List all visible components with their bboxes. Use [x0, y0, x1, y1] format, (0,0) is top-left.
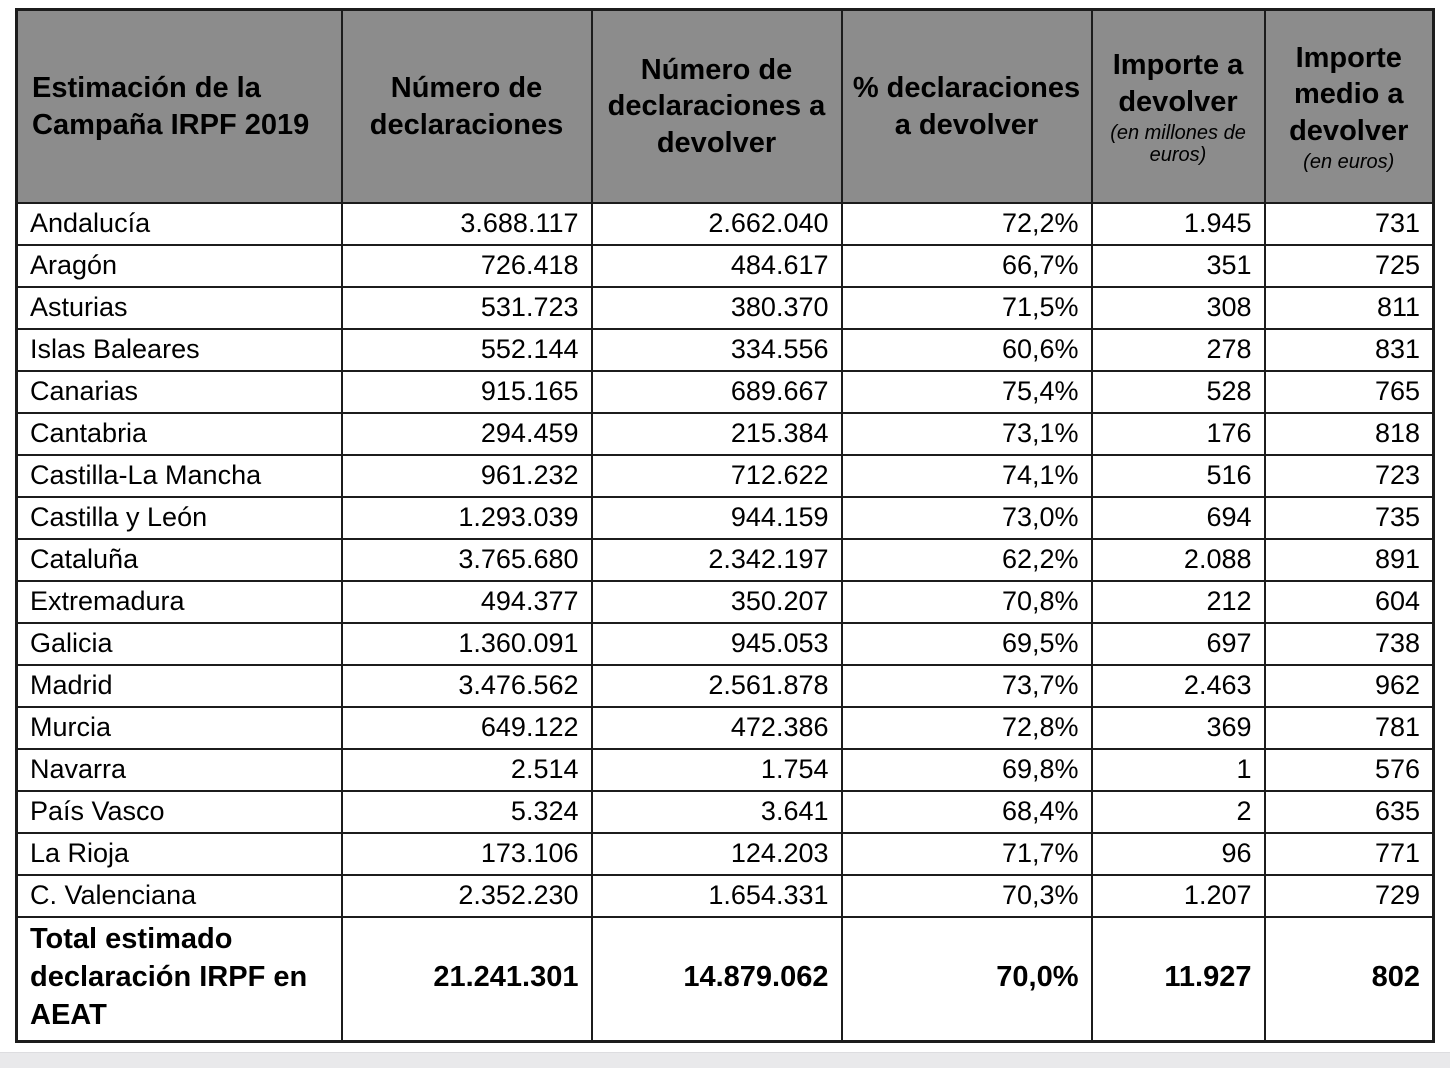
header-importe-label: Importe a devolver — [1112, 49, 1244, 118]
num-devolver-cell: 3.641 — [592, 791, 842, 833]
total-num-declaraciones-cell: 21.241.301 — [342, 917, 592, 1042]
pct-devolver-cell: 71,7% — [842, 833, 1092, 875]
importe-medio-cell: 831 — [1265, 329, 1434, 371]
importe-devolver-cell: 1.207 — [1092, 875, 1265, 917]
table-row — [17, 749, 1434, 791]
table-row — [17, 371, 1434, 413]
num-devolver-cell: 350.207 — [592, 581, 842, 623]
table-row — [17, 665, 1434, 707]
region-cell: Navarra — [17, 749, 342, 791]
header-pct-devolver: % declaraciones a devolver — [842, 10, 1092, 204]
pct-devolver-cell: 71,5% — [842, 287, 1092, 329]
num-declaraciones-cell: 5.324 — [342, 791, 592, 833]
table-row — [17, 287, 1434, 329]
header-importe-medio-label: Importe medio a devolver — [1289, 42, 1409, 147]
total-label-cell: Total estimado declaración IRPF en AEAT — [17, 917, 342, 1042]
importe-devolver-cell: 2 — [1092, 791, 1265, 833]
importe-devolver-cell: 96 — [1092, 833, 1265, 875]
region-cell: Cataluña — [17, 539, 342, 581]
region-cell: Madrid — [17, 665, 342, 707]
total-pct-devolver-cell: 70,0% — [842, 917, 1092, 1042]
table-row — [17, 623, 1434, 665]
page-footer-strip — [0, 1052, 1450, 1068]
table-row — [17, 875, 1434, 917]
pct-devolver-cell: 66,7% — [842, 245, 1092, 287]
importe-medio-cell: 962 — [1265, 665, 1434, 707]
region-cell: Andalucía — [17, 203, 342, 245]
num-declaraciones-cell: 2.514 — [342, 749, 592, 791]
num-declaraciones-cell: 2.352.230 — [342, 875, 592, 917]
table-row — [17, 413, 1434, 455]
region-cell: Murcia — [17, 707, 342, 749]
header-importe-medio — [1265, 10, 1434, 204]
importe-devolver-cell: 369 — [1092, 707, 1265, 749]
importe-medio-cell: 738 — [1265, 623, 1434, 665]
header-row — [17, 10, 1434, 204]
table-body — [17, 203, 1434, 1042]
table-row — [17, 833, 1434, 875]
pct-devolver-cell: 70,3% — [842, 875, 1092, 917]
total-importe-medio-cell: 802 — [1265, 917, 1434, 1042]
region-cell: Castilla y León — [17, 497, 342, 539]
table-row — [17, 245, 1434, 287]
num-devolver-cell: 2.662.040 — [592, 203, 842, 245]
pct-devolver-cell: 69,8% — [842, 749, 1092, 791]
pct-devolver-cell: 73,0% — [842, 497, 1092, 539]
importe-medio-cell: 635 — [1265, 791, 1434, 833]
importe-devolver-cell: 176 — [1092, 413, 1265, 455]
num-declaraciones-cell: 3.765.680 — [342, 539, 592, 581]
num-devolver-cell: 2.342.197 — [592, 539, 842, 581]
num-declaraciones-cell: 531.723 — [342, 287, 592, 329]
num-declaraciones-cell: 294.459 — [342, 413, 592, 455]
table-row — [17, 203, 1434, 245]
importe-medio-cell: 576 — [1265, 749, 1434, 791]
num-declaraciones-cell: 3.476.562 — [342, 665, 592, 707]
importe-medio-cell: 604 — [1265, 581, 1434, 623]
region-cell: Cantabria — [17, 413, 342, 455]
num-devolver-cell: 2.561.878 — [592, 665, 842, 707]
num-declaraciones-cell: 552.144 — [342, 329, 592, 371]
region-cell: Canarias — [17, 371, 342, 413]
importe-devolver-cell: 278 — [1092, 329, 1265, 371]
region-cell: La Rioja — [17, 833, 342, 875]
region-cell: Islas Baleares — [17, 329, 342, 371]
importe-medio-cell: 723 — [1265, 455, 1434, 497]
num-devolver-cell: 712.622 — [592, 455, 842, 497]
importe-devolver-cell: 2.088 — [1092, 539, 1265, 581]
importe-devolver-cell: 694 — [1092, 497, 1265, 539]
importe-medio-cell: 891 — [1265, 539, 1434, 581]
table-row — [17, 791, 1434, 833]
pct-devolver-cell: 74,1% — [842, 455, 1092, 497]
total-num-devolver-cell: 14.879.062 — [592, 917, 842, 1042]
num-declaraciones-cell: 173.106 — [342, 833, 592, 875]
num-devolver-cell: 689.667 — [592, 371, 842, 413]
num-devolver-cell: 215.384 — [592, 413, 842, 455]
importe-devolver-cell: 351 — [1092, 245, 1265, 287]
importe-medio-cell: 765 — [1265, 371, 1434, 413]
table-row — [17, 707, 1434, 749]
header-num-devolver: Número de declaraciones a devolver — [592, 10, 842, 204]
pct-devolver-cell: 62,2% — [842, 539, 1092, 581]
header-importe-note: (en millones de euros) — [1110, 121, 1246, 166]
num-declaraciones-cell: 726.418 — [342, 245, 592, 287]
pct-devolver-cell: 73,7% — [842, 665, 1092, 707]
num-declaraciones-cell: 1.293.039 — [342, 497, 592, 539]
num-devolver-cell: 334.556 — [592, 329, 842, 371]
num-devolver-cell: 1.754 — [592, 749, 842, 791]
importe-devolver-cell: 212 — [1092, 581, 1265, 623]
num-devolver-cell: 380.370 — [592, 287, 842, 329]
pct-devolver-cell: 69,5% — [842, 623, 1092, 665]
header-num-declaraciones: Número de declaraciones — [342, 10, 592, 204]
num-declaraciones-cell: 649.122 — [342, 707, 592, 749]
pct-devolver-cell: 70,8% — [842, 581, 1092, 623]
region-cell: Extremadura — [17, 581, 342, 623]
importe-devolver-cell: 1.945 — [1092, 203, 1265, 245]
header-importe-devolver — [1092, 10, 1265, 204]
pct-devolver-cell: 75,4% — [842, 371, 1092, 413]
header-importe-medio-note: (en euros) — [1303, 150, 1395, 173]
importe-medio-cell: 735 — [1265, 497, 1434, 539]
region-cell: País Vasco — [17, 791, 342, 833]
region-cell: Asturias — [17, 287, 342, 329]
importe-devolver-cell: 697 — [1092, 623, 1265, 665]
num-declaraciones-cell: 915.165 — [342, 371, 592, 413]
table-row — [17, 497, 1434, 539]
pct-devolver-cell: 72,2% — [842, 203, 1092, 245]
table-row — [17, 455, 1434, 497]
importe-devolver-cell: 516 — [1092, 455, 1265, 497]
region-cell: C. Valenciana — [17, 875, 342, 917]
importe-medio-cell: 725 — [1265, 245, 1434, 287]
num-devolver-cell: 945.053 — [592, 623, 842, 665]
num-declaraciones-cell: 961.232 — [342, 455, 592, 497]
total-row — [17, 917, 1434, 1042]
importe-medio-cell: 818 — [1265, 413, 1434, 455]
total-importe-devolver-cell: 11.927 — [1092, 917, 1265, 1042]
importe-medio-cell: 731 — [1265, 203, 1434, 245]
table-row — [17, 539, 1434, 581]
num-devolver-cell: 944.159 — [592, 497, 842, 539]
num-declaraciones-cell: 494.377 — [342, 581, 592, 623]
num-devolver-cell: 1.654.331 — [592, 875, 842, 917]
num-declaraciones-cell: 3.688.117 — [342, 203, 592, 245]
importe-devolver-cell: 2.463 — [1092, 665, 1265, 707]
num-declaraciones-cell: 1.360.091 — [342, 623, 592, 665]
table-row — [17, 581, 1434, 623]
region-cell: Castilla-La Mancha — [17, 455, 342, 497]
region-cell: Aragón — [17, 245, 342, 287]
importe-medio-cell: 771 — [1265, 833, 1434, 875]
pct-devolver-cell: 72,8% — [842, 707, 1092, 749]
importe-medio-cell: 811 — [1265, 287, 1434, 329]
importe-devolver-cell: 1 — [1092, 749, 1265, 791]
region-cell: Galicia — [17, 623, 342, 665]
table-header — [17, 10, 1434, 204]
irpf-estimation-table — [15, 8, 1435, 1043]
table-row — [17, 329, 1434, 371]
pct-devolver-cell: 60,6% — [842, 329, 1092, 371]
importe-devolver-cell: 308 — [1092, 287, 1265, 329]
header-title-cell: Estimación de la Campaña IRPF 2019 — [17, 10, 342, 204]
num-devolver-cell: 484.617 — [592, 245, 842, 287]
pct-devolver-cell: 73,1% — [842, 413, 1092, 455]
pct-devolver-cell: 68,4% — [842, 791, 1092, 833]
importe-devolver-cell: 528 — [1092, 371, 1265, 413]
importe-medio-cell: 781 — [1265, 707, 1434, 749]
importe-medio-cell: 729 — [1265, 875, 1434, 917]
num-devolver-cell: 124.203 — [592, 833, 842, 875]
num-devolver-cell: 472.386 — [592, 707, 842, 749]
